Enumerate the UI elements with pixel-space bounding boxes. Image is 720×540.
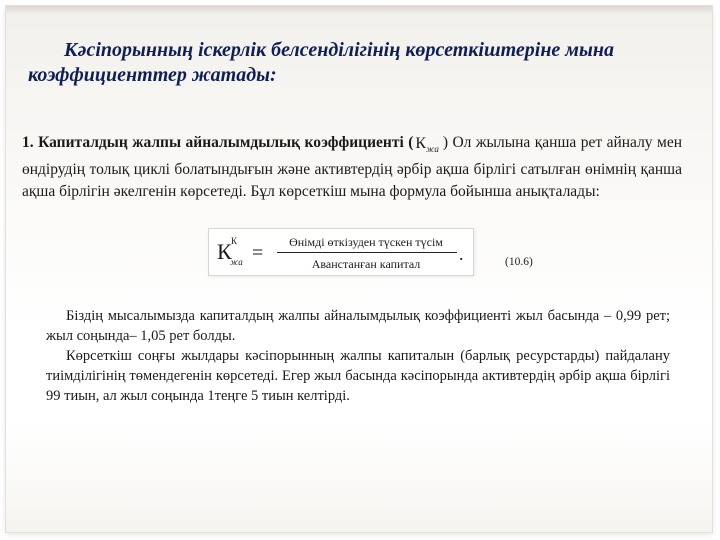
formula-box (208, 228, 474, 276)
formula-denominator: Аванстанған капитал (311, 257, 421, 271)
definition-paragraph (22, 132, 682, 203)
slide-title: Кәсіпорынның іскерлік белсенділігінің көрсеткіштеріне мына коэффициенттер жатады: (28, 39, 614, 86)
formula-superscript: К (231, 236, 238, 246)
definition-text: ) Ол жылына қанша рет айналу мен өндірудің толық циклі болатындығын және активтердің әрбір ақша бірлігі сатылған өнімнің қанша ақша бірлігін әкелгенін көрсетеді. Бұл көрсеткіш мына формула бойынша анықталады: (22, 134, 683, 201)
formula-equals: = (252, 242, 264, 264)
example-paragraph-2: Көрсеткіш соңғы жылдары кәсіпорынның жалпы капиталын (барлық ресурстарды) пайдалану тиімділігінің төмендегенін көрсетеді. Егер жыл басында кәсіпорында активтердің әрбір ақша бірлігі 99 тиын, ал жыл соңында 1теңге 5 тиын келтірді. (46, 348, 670, 404)
example-text (46, 306, 670, 406)
definition-lead: 1. Капиталдың жалпы айналымдылық коэффициенті ( (22, 134, 414, 151)
fraction-line (277, 252, 457, 253)
equation-number: (10.6) (505, 256, 533, 268)
inline-coefficient-symbol: $К_{жа}$ (415, 135, 439, 155)
formula-subscript: жа (230, 257, 243, 267)
formula-numerator: Өнімді өткізуден түскен түсім (289, 235, 443, 249)
formula-dot: . (459, 244, 464, 264)
example-paragraph-1: Біздің мысалымызда капиталдың жалпы айналымдылық коэффициенті жыл басында – 0,99 рет; жыл соңында– 1,05 рет болды. (46, 308, 670, 344)
formula-symbol: К К жа (217, 236, 243, 267)
